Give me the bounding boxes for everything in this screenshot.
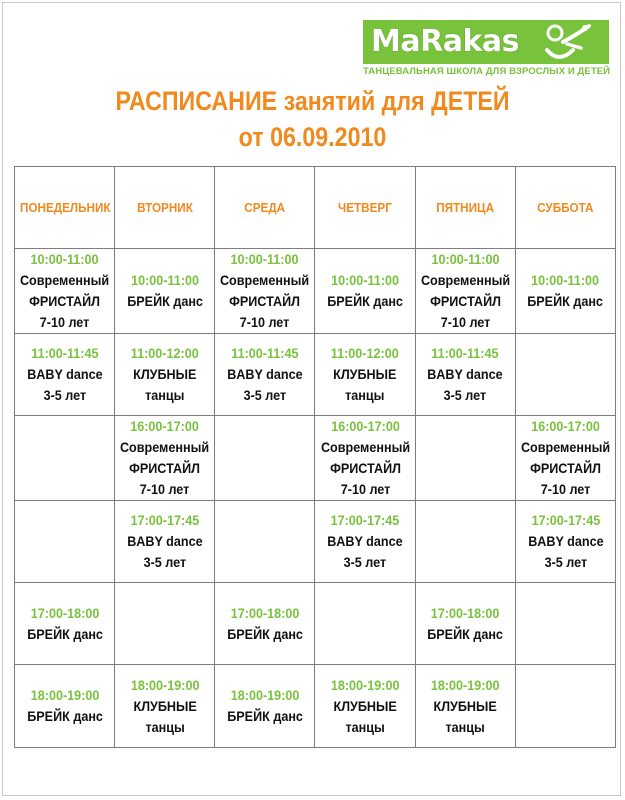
class-time: 18:00-19:00 xyxy=(30,687,99,703)
class-cell xyxy=(315,334,415,416)
class-time: 10:00-11:00 xyxy=(531,272,600,288)
class-cell xyxy=(215,583,315,665)
class-age: 3-5 лет xyxy=(443,387,487,403)
class-age: 3-5 лет xyxy=(43,387,86,403)
class-age: 7-10 лет xyxy=(540,481,591,497)
class-time: 10:00-11:00 xyxy=(130,272,199,288)
class-time: 17:00-18:00 xyxy=(430,604,500,621)
class-name: ФРИСТАЙЛ xyxy=(229,293,301,309)
class-cell xyxy=(315,249,415,334)
logo-box xyxy=(363,20,609,64)
class-cell xyxy=(115,249,215,334)
class-cell xyxy=(415,334,515,416)
day-header-saturday: СУББОТА xyxy=(515,167,615,249)
class-name: BABY dance xyxy=(26,366,103,382)
class-age: 7-10 лет xyxy=(240,314,290,330)
class-name: танцы xyxy=(445,718,485,735)
class-time: 11:00-11:45 xyxy=(231,345,299,361)
class-name: ФРИСТАЙЛ xyxy=(329,460,401,476)
class-age: 3-5 лет xyxy=(243,387,287,403)
class-name: танцы xyxy=(145,718,185,735)
class-age: 3-5 лет xyxy=(143,554,187,570)
class-name: КЛУБНЫЕ xyxy=(133,366,197,382)
empty-cell xyxy=(15,416,115,501)
table-row xyxy=(15,501,616,583)
class-cell xyxy=(315,501,415,583)
class-time: 11:00-12:00 xyxy=(331,345,400,361)
class-cell xyxy=(115,501,215,583)
day-header-monday: ПОНЕДЕЛЬНИК xyxy=(15,167,115,249)
empty-cell xyxy=(515,334,615,416)
class-time: 11:00-12:00 xyxy=(130,345,199,361)
class-name: Современный xyxy=(220,272,310,288)
class-cell xyxy=(115,334,215,416)
class-name: БРЕЙК данс xyxy=(227,708,303,724)
class-name: БРЕЙК данс xyxy=(327,293,403,309)
class-cell xyxy=(415,583,515,665)
class-name: ФРИСТАЙЛ xyxy=(129,460,201,476)
class-name: БРЕЙК данс xyxy=(227,625,303,642)
class-time: 18:00-19:00 xyxy=(230,687,300,703)
class-time: 17:00-17:45 xyxy=(330,512,400,528)
class-name: БРЕЙК данс xyxy=(527,293,604,309)
empty-cell xyxy=(115,583,215,665)
class-age: 7-10 лет xyxy=(39,314,90,330)
class-time: 11:00-11:45 xyxy=(30,345,99,361)
class-name: BABY dance xyxy=(327,533,403,549)
class-cell xyxy=(15,665,115,748)
class-name: Современный xyxy=(520,439,610,455)
class-cell xyxy=(315,416,415,501)
class-age: 7-10 лет xyxy=(139,481,190,497)
class-name: БРЕЙК данс xyxy=(126,293,203,309)
day-header-wednesday: СРЕДА xyxy=(215,167,315,249)
class-cell xyxy=(15,249,115,334)
table-row xyxy=(15,249,616,334)
class-name: BABY dance xyxy=(427,366,503,382)
class-name: танцы xyxy=(345,718,385,735)
empty-cell xyxy=(315,583,415,665)
class-name: Современный xyxy=(420,272,510,288)
dancer-icon xyxy=(533,20,595,64)
table-row xyxy=(15,416,616,501)
class-cell xyxy=(415,249,515,334)
class-name: ФРИСТАЙЛ xyxy=(29,293,101,309)
class-name: КЛУБНЫЕ xyxy=(333,366,397,382)
class-cell xyxy=(215,665,315,748)
class-name: BABY dance xyxy=(127,533,203,549)
class-time: 11:00-11:45 xyxy=(431,345,499,361)
class-cell xyxy=(215,249,315,334)
class-cell xyxy=(115,416,215,501)
class-name: КЛУБНЫЕ xyxy=(133,697,197,714)
page-title: РАСПИСАНИЕ занятий для ДЕТЕЙ xyxy=(115,86,510,116)
class-name: БРЕЙК данс xyxy=(26,625,103,642)
class-time: 16:00-17:00 xyxy=(531,418,600,434)
class-time: 17:00-17:45 xyxy=(130,512,200,528)
class-name: БРЕЙК данс xyxy=(26,708,103,724)
empty-cell xyxy=(415,416,515,501)
class-time: 17:00-18:00 xyxy=(230,604,300,621)
empty-cell xyxy=(415,501,515,583)
class-cell xyxy=(15,334,115,416)
class-time: 17:00-17:45 xyxy=(531,512,600,528)
class-cell xyxy=(415,665,515,748)
class-time: 16:00-17:00 xyxy=(330,418,400,434)
class-age: 3-5 лет xyxy=(343,554,387,570)
class-name: ФРИСТАЙЛ xyxy=(529,460,601,476)
class-name: Современный xyxy=(120,439,210,455)
table-header-row xyxy=(15,167,616,249)
class-name: КЛУБНЫЕ xyxy=(333,697,397,714)
class-time: 10:00-11:00 xyxy=(431,251,500,267)
class-time: 10:00-11:00 xyxy=(230,251,299,267)
empty-cell xyxy=(515,665,615,748)
day-header-friday: ПЯТНИЦА xyxy=(415,167,515,249)
class-cell xyxy=(115,665,215,748)
class-cell xyxy=(515,501,615,583)
class-name: Современный xyxy=(19,272,110,288)
class-name: Современный xyxy=(320,439,410,455)
page-subtitle-date: от 06.09.2010 xyxy=(238,122,387,152)
empty-cell xyxy=(215,501,315,583)
class-age: 7-10 лет xyxy=(340,481,390,497)
empty-cell xyxy=(215,416,315,501)
day-header-thursday: ЧЕТВЕРГ xyxy=(315,167,415,249)
class-name: БРЕЙК данс xyxy=(427,625,504,642)
class-name: танцы xyxy=(145,387,185,403)
class-time: 17:00-18:00 xyxy=(30,604,99,621)
class-name: КЛУБНЫЕ xyxy=(433,697,497,714)
logo xyxy=(363,20,609,80)
empty-cell xyxy=(15,501,115,583)
logo-tagline: ТАНЦЕВАЛЬНАЯ ШКОЛА ДЛЯ ВЗРОСЛЫХ И ДЕТЕЙ xyxy=(363,66,611,77)
empty-cell xyxy=(515,583,615,665)
class-time: 10:00-11:00 xyxy=(30,251,99,267)
class-age: 7-10 лет xyxy=(440,314,490,330)
class-cell xyxy=(515,249,615,334)
class-time: 18:00-19:00 xyxy=(130,676,200,693)
table-row xyxy=(15,334,616,416)
class-cell xyxy=(315,665,415,748)
day-header-tuesday: ВТОРНИК xyxy=(115,167,215,249)
class-time: 18:00-19:00 xyxy=(330,676,400,693)
class-time: 10:00-11:00 xyxy=(331,272,400,288)
table-row xyxy=(15,665,616,748)
class-cell xyxy=(15,583,115,665)
class-name: BABY dance xyxy=(227,366,303,382)
class-name: ФРИСТАЙЛ xyxy=(429,293,501,309)
class-time: 16:00-17:00 xyxy=(130,418,200,434)
schedule-table xyxy=(14,166,616,748)
class-name: BABY dance xyxy=(527,533,604,549)
class-age: 3-5 лет xyxy=(544,554,587,570)
class-time: 18:00-19:00 xyxy=(430,676,500,693)
logo-brand: MaRakas xyxy=(371,24,519,59)
table-row xyxy=(15,583,616,665)
class-cell xyxy=(515,416,615,501)
class-cell xyxy=(215,334,315,416)
class-name: танцы xyxy=(345,387,385,403)
